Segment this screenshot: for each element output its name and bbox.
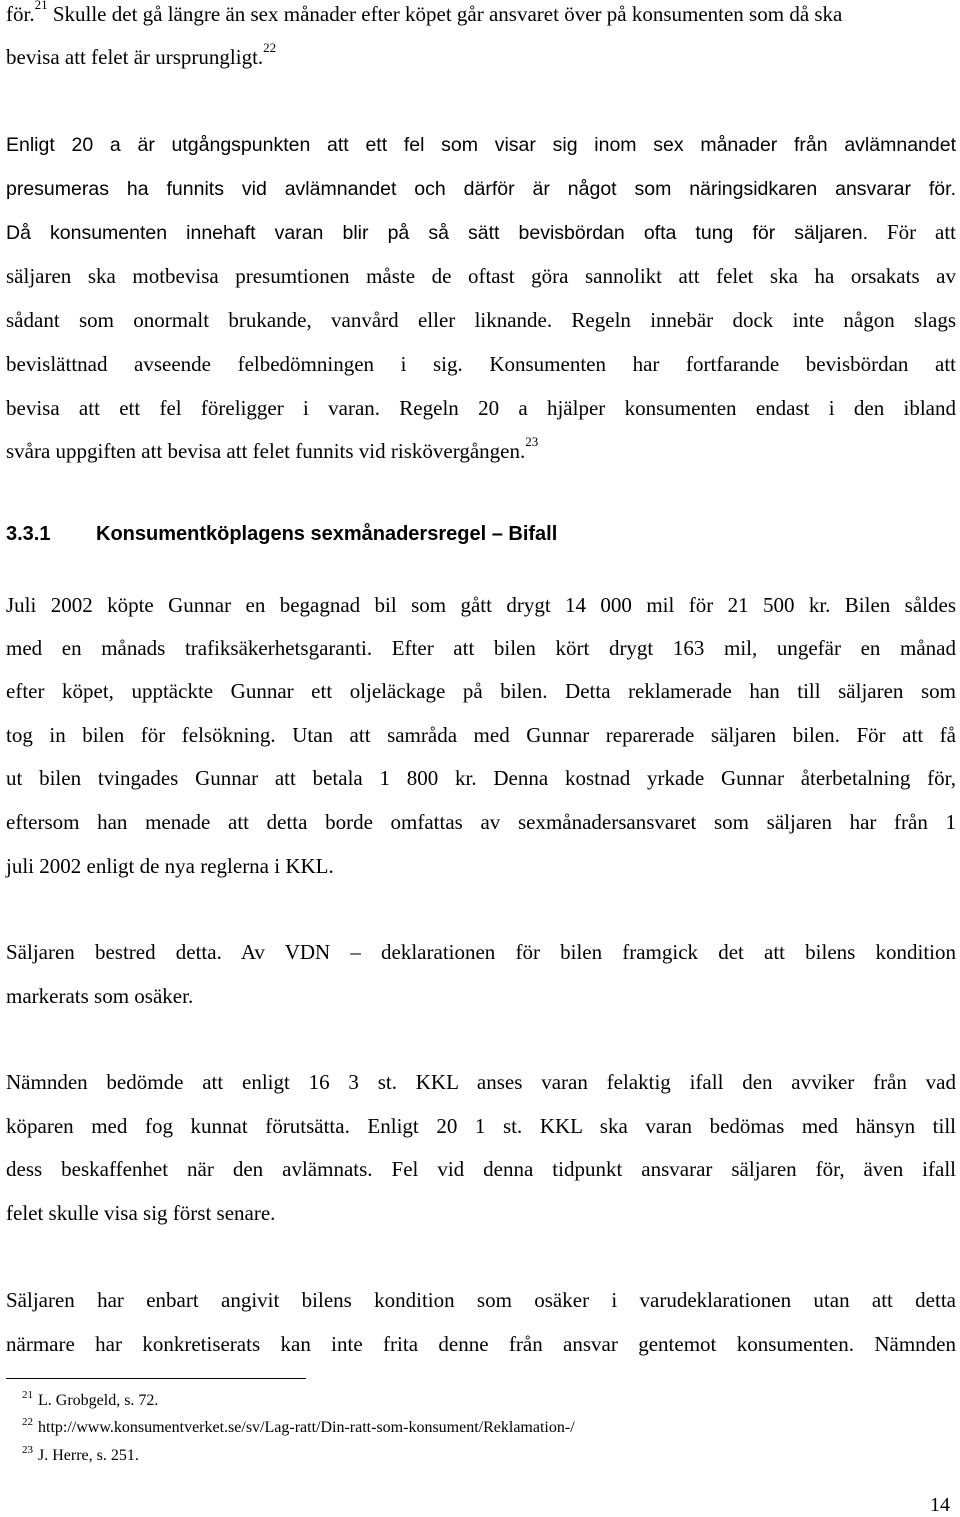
footnote-ref[interactable]: 22: [263, 40, 277, 55]
footnote-number: 21: [22, 1389, 33, 1401]
body-line: bevislättnad avseende felbedömningen i sig. Konsumenten har fortfarande bevisbördan att: [6, 352, 956, 376]
footnote-number: 22: [22, 1416, 33, 1428]
body-line: Säljaren har enbart angivit bilens kondition som osäker i varudeklarationen utan att detta: [6, 1288, 956, 1312]
body-line: Säljaren bestred detta. Av VDN – deklarationen för bilen framgick det att bilens kondition: [6, 940, 956, 964]
body-line: ut bilen tvingades Gunnar att betala 1 800 kr. Denna kostnad yrkade Gunnar återbetalning för,: [6, 766, 956, 790]
body-line: dess beskaffenhet när den avlämnats. Fel vid denna tidpunkt ansvarar säljaren för, även ifall: [6, 1157, 956, 1181]
footnote-ref[interactable]: 23: [525, 434, 539, 449]
body-line: bevisa att felet är ursprungligt.$^{22}$: [6, 40, 277, 69]
footnote-separator: [6, 1378, 306, 1379]
body-line: säljaren ska motbevisa presumtionen måste de oftast göra sannolikt att felet ska ha orsakats av: [6, 264, 956, 288]
footnote-link[interactable]: http://www.konsumentverket.se/sv/Lag-ratt/Din-ratt-som-konsument/Reklamation-/: [38, 1419, 575, 1436]
body-line: markerats som osäker.: [6, 984, 194, 1008]
body-line: sådant som onormalt brukande, vanvård eller liknande. Regeln innebär dock inte någon slags: [6, 308, 956, 332]
footnote-number: 23: [22, 1444, 33, 1456]
body-line: Då konsumenten innehaft varan blir på så sätt bevisbördan ofta tung för säljaren. För att: [6, 220, 956, 244]
section-title: Konsumentköplagens sexmånadersregel – Bifall: [96, 523, 558, 545]
body-line: närmare har konkretiserats kan inte frita denne från ansvar gentemot konsumenten. Nämnden: [6, 1332, 956, 1356]
footnote: [22, 1417, 575, 1440]
footnote-ref[interactable]: 21: [34, 0, 48, 12]
body-line: felet skulle visa sig först senare.: [6, 1201, 276, 1225]
body-line: tog in bilen för felsökning. Utan att samråda med Gunnar reparerade säljaren bilen. För att få: [6, 723, 956, 747]
footnote-text: J. Herre, s. 251.: [38, 1447, 139, 1464]
body-line: eftersom han menade att detta borde omfattas av sexmånadersansvaret som säljaren har från 1: [6, 810, 956, 834]
body-line: Enligt 20 a är utgångspunkten att ett fel som visar sig inom sex månader från avlämnandet: [6, 134, 956, 156]
body-line: med en månads trafiksäkerhetsgaranti. Efter att bilen kört drygt 163 mil, ungefär en månad: [6, 636, 956, 660]
footnote-text: L. Grobgeld, s. 72.: [38, 1392, 159, 1409]
section-number: 3.3.1: [6, 523, 51, 545]
body-line: för.$^{21}$ Skulle det gå längre än sex månader efter köpet går ansvaret över på konsumenten som då ska: [6, 0, 956, 31]
body-line: presumeras ha funnits vid avlämnandet och därför är något som näringsidkaren ansvarar för.: [6, 178, 956, 200]
body-line: svåra uppgiften att bevisa att felet funnits vid riskövergången.$^{23}$: [6, 434, 539, 463]
body-line: Juli 2002 köpte Gunnar en begagnad bil som gått drygt 14 000 mil för 21 500 kr. Bilen såldes: [6, 593, 956, 617]
section-heading: [6, 520, 557, 548]
footnote: [22, 1390, 158, 1413]
body-line: efter köpet, upptäckte Gunnar ett oljeläckage på bilen. Detta reklamerade han till säljaren som: [6, 679, 956, 703]
body-line: juli 2002 enligt de nya reglerna i KKL.: [6, 854, 334, 878]
body-line: köparen med fog kunnat förutsätta. Enligt 20 1 st. KKL ska varan bedömas med hänsyn till: [6, 1114, 956, 1138]
body-line: bevisa att ett fel föreligger i varan. Regeln 20 a hjälper konsumenten endast i den ibland: [6, 396, 956, 420]
page-number: 14: [930, 1494, 950, 1516]
body-line: Nämnden bedömde att enligt 16 3 st. KKL anses varan felaktig ifall den avviker från vad: [6, 1070, 956, 1094]
footnote: [22, 1445, 139, 1468]
